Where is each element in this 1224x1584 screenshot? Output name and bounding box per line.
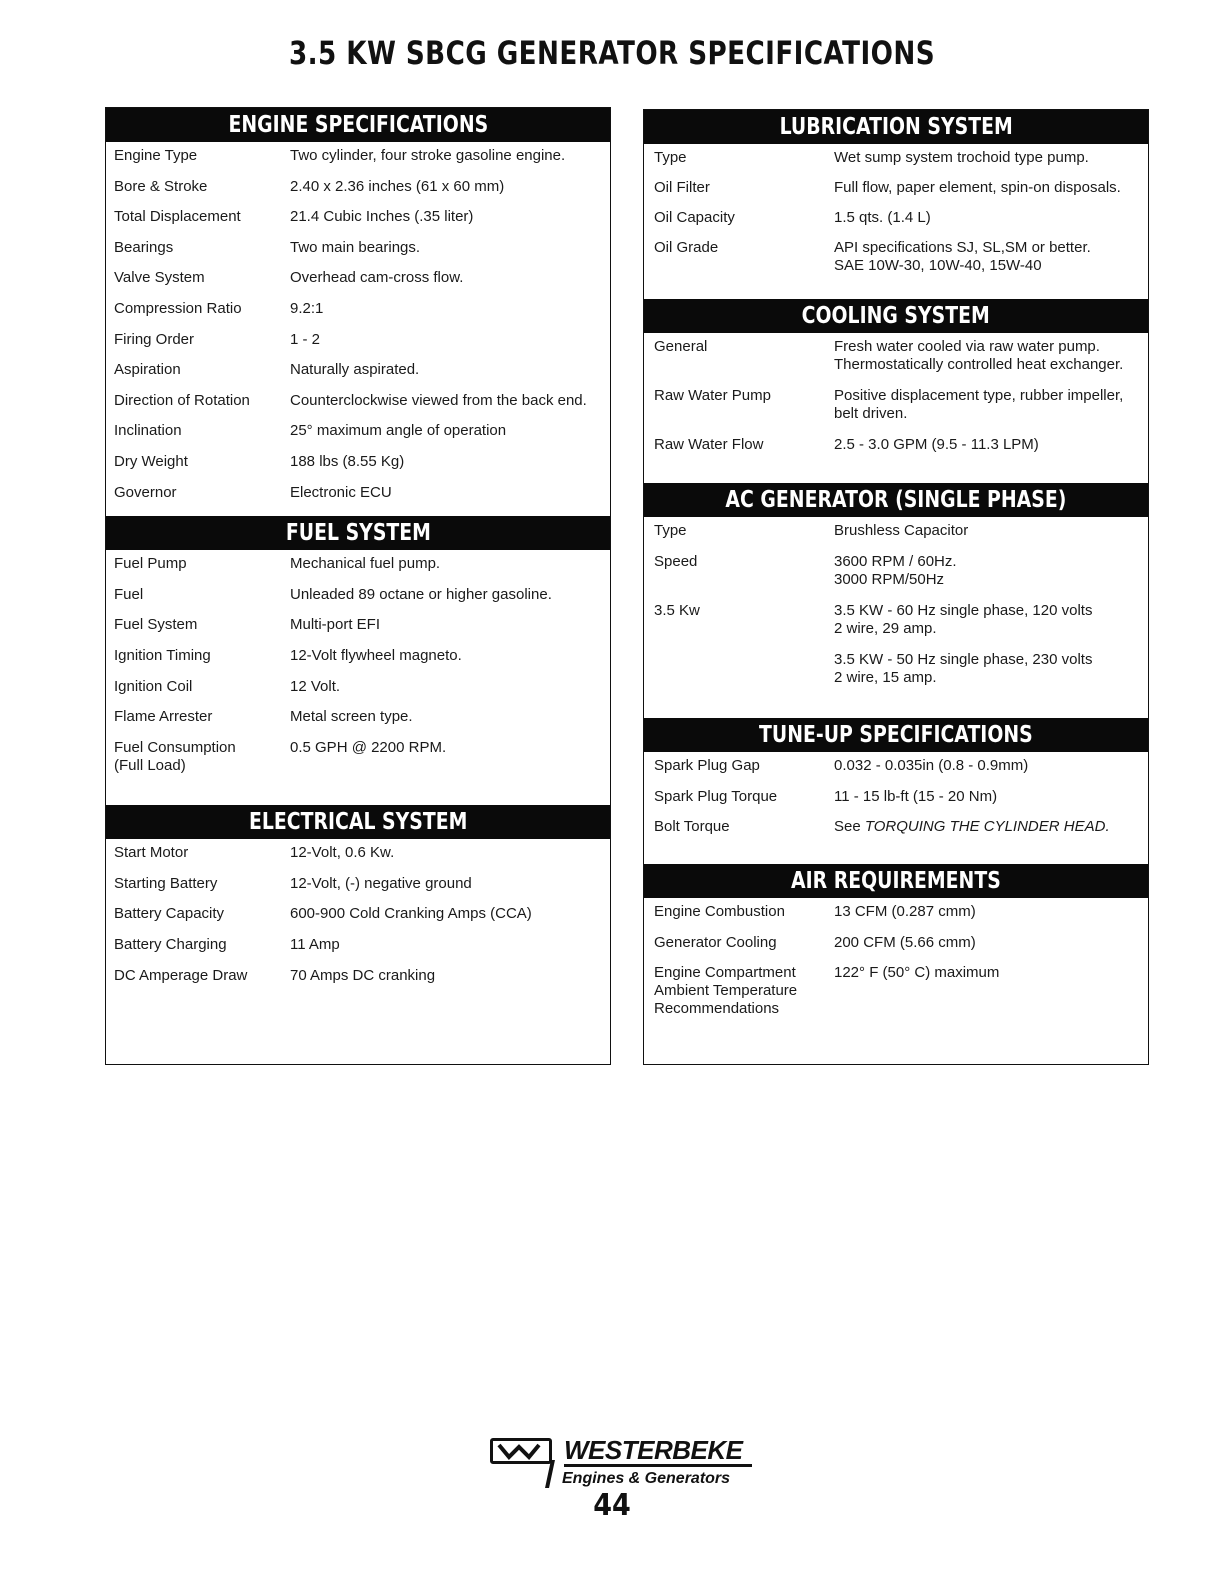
- spec-value: 21.4 Cubic Inches (.35 liter): [290, 208, 474, 226]
- spec-label: Spark Plug Torque: [654, 787, 778, 805]
- tune-up-specifications-table: [644, 752, 1148, 850]
- spec-value: Unleaded 89 octane or higher gasoline.: [290, 585, 552, 603]
- spec-value: Mechanical fuel pump.: [290, 555, 441, 573]
- spec-value: 11 Amp: [290, 936, 340, 954]
- spec-row: [106, 239, 610, 257]
- spec-row: [644, 788, 1148, 806]
- spec-label: Ignition Coil: [114, 677, 193, 695]
- spec-value: Brushless Capacitor: [834, 522, 969, 539]
- spec-label: Engine Type: [114, 147, 198, 164]
- spec-value: 0.032 - 0.035in (0.8 - 0.9mm): [834, 757, 1029, 774]
- spec-label: Fuel: [114, 585, 144, 603]
- bolt-torque-see: See: [834, 818, 865, 836]
- spec-row: [644, 239, 1148, 275]
- cooling-system-table: [644, 333, 1148, 473]
- spec-label: Start Motor: [114, 844, 189, 862]
- spec-row: [106, 331, 610, 349]
- electrical-system-table: [106, 839, 610, 1003]
- spec-value: 3600 RPM / 60Hz. 3000 RPM/50Hz: [834, 553, 957, 588]
- spec-row: [644, 338, 1148, 374]
- spec-value: 25° maximum angle of operation: [290, 422, 507, 440]
- spec-label: Spark Plug Gap: [654, 757, 760, 774]
- spec-value: Counterclockwise viewed from the back end.: [290, 391, 587, 409]
- spec-row: [106, 269, 610, 287]
- spec-label: [654, 651, 834, 687]
- spec-value: Multi-port EFI: [290, 616, 381, 634]
- spec-row: [644, 903, 1148, 921]
- spec-row: [644, 757, 1148, 775]
- spec-value: Metal screen type.: [290, 708, 413, 726]
- spec-label: Engine Compartment Ambient Temperature Recommendations: [654, 964, 798, 1018]
- spec-row: [106, 967, 610, 985]
- spec-row: [106, 708, 610, 726]
- spec-row: [644, 818, 1148, 836]
- spec-label: Raw Water Pump: [654, 387, 771, 404]
- spec-row: [106, 147, 610, 165]
- air-requirements-table: [644, 898, 1148, 1037]
- spec-value: Fresh water cooled via raw water pump. Thermostatically controlled heat exchanger.: [834, 338, 1124, 373]
- spec-row: [644, 149, 1148, 167]
- right-spec-panel: [643, 109, 1149, 1065]
- electrical-system-heading: ELECTRICAL SYSTEM: [106, 805, 610, 839]
- spec-row: [644, 522, 1148, 540]
- ac-generator-heading: AC GENERATOR (SINGLE PHASE): [644, 483, 1148, 517]
- logo-tagline: Engines & Generators: [562, 1470, 731, 1487]
- lubrication-system-table: [644, 144, 1148, 293]
- spec-row: [644, 553, 1148, 589]
- spec-value: 2.5 - 3.0 GPM (9.5 - 11.3 LPM): [834, 436, 1039, 453]
- cooling-system-heading: COOLING SYSTEM: [644, 299, 1148, 333]
- spec-label: Bore & Stroke: [114, 177, 208, 195]
- spec-value: Positive displacement type, rubber impeller, belt driven.: [834, 387, 1124, 422]
- spec-label: Type: [654, 522, 687, 539]
- air-requirements-heading: AIR REQUIREMENTS: [644, 864, 1148, 898]
- spec-label: Type: [654, 149, 687, 166]
- spec-value: 12-Volt, 0.6 Kw.: [290, 844, 395, 862]
- spec-label: General: [654, 338, 708, 355]
- spec-label: Governor: [114, 483, 177, 501]
- spec-label: Flame Arrester: [114, 708, 213, 726]
- spec-row: [106, 208, 610, 226]
- spec-label: Generator Cooling: [654, 933, 777, 951]
- left-spec-panel: [105, 107, 611, 1065]
- spec-label: Fuel Consumption (Full Load): [114, 738, 236, 774]
- spec-row: [644, 209, 1148, 227]
- page-title: 3.5 KW SBCG GENERATOR SPECIFICATIONS: [288, 34, 936, 72]
- spec-value: API specifications SJ, SL,SM or better. SAE 10W-30, 10W-40, 15W-40: [834, 239, 1091, 274]
- spec-label: Firing Order: [114, 330, 195, 348]
- spec-label: Ignition Timing: [114, 646, 211, 664]
- spec-row: [106, 616, 610, 634]
- spec-value: 3.5 KW - 60 Hz single phase, 120 volts 2 wire, 29 amp.: [834, 602, 1093, 637]
- spec-row: [644, 602, 1148, 638]
- spec-value: 12-Volt flywheel magneto.: [290, 646, 462, 664]
- spec-label: Raw Water Flow: [654, 436, 764, 453]
- spec-row: [106, 484, 610, 502]
- spec-label: Fuel System: [114, 616, 198, 634]
- spec-label: Speed: [654, 553, 698, 570]
- spec-value: 0.5 GPH @ 2200 RPM.: [290, 738, 447, 756]
- spec-row: [106, 844, 610, 862]
- spec-row: [106, 586, 610, 604]
- spec-value: 200 CFM (5.66 cmm): [834, 933, 976, 951]
- spec-label: Starting Battery: [114, 874, 218, 892]
- spec-row: [644, 436, 1148, 454]
- spec-value: 13 CFM (0.287 cmm): [834, 903, 976, 921]
- fuel-system-table: [106, 550, 610, 793]
- spec-value: 600-900 Cold Cranking Amps (CCA): [290, 905, 532, 923]
- page-number: 44: [593, 1488, 631, 1523]
- spec-label: Battery Charging: [114, 936, 227, 954]
- ac-generator-table: [644, 517, 1148, 706]
- spec-value: 188 lbs (8.55 Kg): [290, 452, 405, 470]
- spec-row: [644, 651, 1148, 687]
- spec-value: 12 Volt.: [290, 677, 341, 695]
- spec-label: Dry Weight: [114, 452, 188, 470]
- spec-value: Wet sump system trochoid type pump.: [834, 149, 1089, 166]
- spec-label: Total Displacement: [114, 208, 241, 226]
- spec-value: 1.5 qts. (1.4 L): [834, 209, 931, 226]
- tune-up-specifications-heading: TUNE-UP SPECIFICATIONS: [644, 718, 1148, 752]
- spec-value: 1 - 2: [290, 330, 321, 348]
- spec-row: [106, 453, 610, 471]
- engine-specifications-table: [106, 142, 610, 520]
- spec-value: [834, 818, 1148, 836]
- spec-value: Overhead cam-cross flow.: [290, 269, 464, 287]
- spec-row: [644, 387, 1148, 423]
- spec-row: [106, 422, 610, 440]
- spec-value: 11 - 15 lb-ft (15 - 20 Nm): [834, 787, 998, 805]
- spec-value: 12-Volt, (-) negative ground: [290, 874, 472, 892]
- spec-label: Oil Filter: [654, 179, 710, 196]
- spec-row: [106, 905, 610, 923]
- spec-label: Valve System: [114, 269, 205, 287]
- spec-label: Oil Grade: [654, 239, 719, 256]
- spec-row: [106, 647, 610, 665]
- spec-row: [106, 678, 610, 696]
- spec-label: Engine Combustion: [654, 903, 785, 921]
- spec-value: Two main bearings.: [290, 238, 421, 256]
- spec-row: [106, 555, 610, 573]
- fuel-system-heading: FUEL SYSTEM: [106, 516, 610, 550]
- spec-label: Battery Capacity: [114, 905, 225, 923]
- spec-value: 122° F (50° C) maximum: [834, 964, 1000, 982]
- spec-value: Electronic ECU: [290, 483, 392, 501]
- spec-row: [106, 875, 610, 893]
- spec-value: 3.5 KW - 50 Hz single phase, 230 volts 2 wire, 15 amp.: [834, 651, 1093, 686]
- spec-row: [106, 178, 610, 196]
- spec-label: Direction of Rotation: [114, 391, 250, 409]
- spec-row: [106, 392, 610, 410]
- spec-row: [644, 964, 1148, 1018]
- spec-row: [106, 936, 610, 954]
- spec-value: 9.2:1: [290, 299, 324, 317]
- spec-value: Naturally aspirated.: [290, 361, 420, 379]
- spec-label: Fuel Pump: [114, 555, 187, 573]
- logo-stem-icon: [545, 1460, 555, 1488]
- bolt-torque-reference: TORQUING THE CYLINDER HEAD.: [864, 818, 1110, 836]
- spec-value: Two cylinder, four stroke gasoline engine.: [290, 147, 566, 164]
- spec-label: DC Amperage Draw: [114, 966, 248, 984]
- lubrication-system-heading: LUBRICATION SYSTEM: [644, 110, 1148, 144]
- spec-value: 70 Amps DC cranking: [290, 966, 436, 984]
- spec-row: [106, 361, 610, 379]
- spec-row: [644, 179, 1148, 197]
- spec-label: Inclination: [114, 422, 182, 440]
- spec-label: Bolt Torque: [654, 818, 730, 836]
- spec-label: Bearings: [114, 238, 174, 256]
- spec-value: Full flow, paper element, spin-on disposals.: [834, 179, 1121, 196]
- spec-row: [106, 739, 610, 775]
- spec-label: Oil Capacity: [654, 209, 735, 226]
- w-emblem-icon: [490, 1438, 552, 1464]
- spec-label: Compression Ratio: [114, 299, 242, 317]
- spec-label: Aspiration: [114, 361, 181, 379]
- spec-label: 3.5 Kw: [654, 602, 700, 619]
- engine-specifications-heading: ENGINE SPECIFICATIONS: [106, 108, 610, 142]
- spec-row: [106, 300, 610, 318]
- logo-brand-name: WESTERBEKE: [564, 1436, 752, 1467]
- spec-value: 2.40 x 2.36 inches (61 x 60 mm): [290, 177, 505, 195]
- spec-row: [644, 934, 1148, 952]
